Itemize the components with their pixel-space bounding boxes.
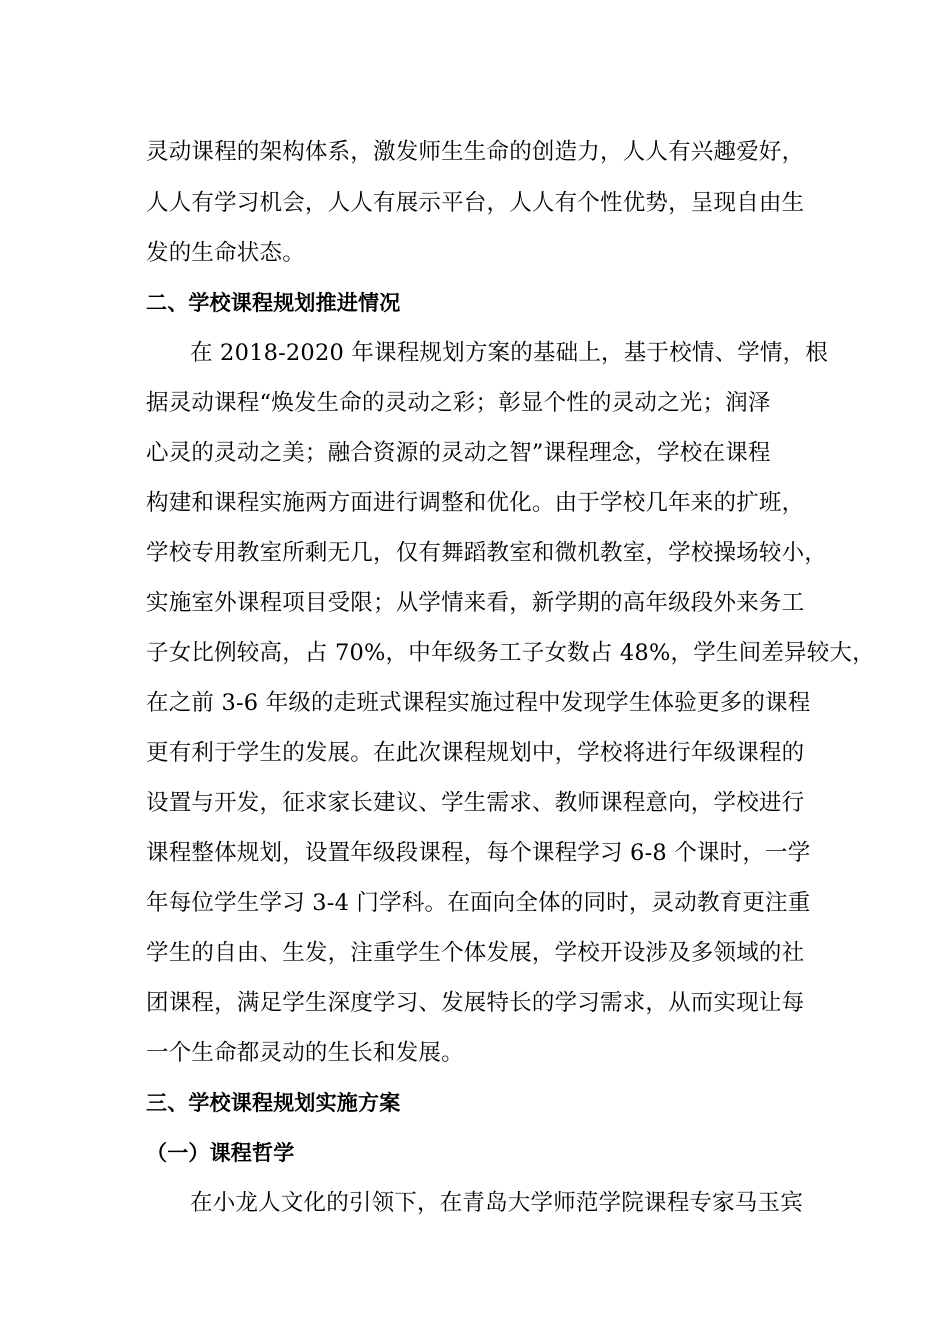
paragraph-line: 心灵的灵动之美；融合资源的灵动之智”课程理念，学校在课程	[146, 440, 771, 466]
paragraph-line: 灵动课程的架构体系，激发师生生命的创造力，人人有兴趣爱好，	[146, 139, 805, 165]
paragraph-line: 发的生命状态。	[146, 240, 305, 266]
paragraph-line: 年每位学生学习 3-4 门学科。在面向全体的同时，灵动教育更注重	[146, 890, 811, 916]
paragraph-line: 团课程，满足学生深度学习、发展特长的学习需求，从而实现让每	[146, 990, 805, 1016]
subsection-heading: （一）课程哲学	[146, 1141, 295, 1165]
paragraph-line: 设置与开发，征求家长建议、学生需求、教师课程意向，学校进行	[146, 790, 805, 816]
paragraph-line: 学生的自由、生发，注重学生个体发展，学校开设涉及多领域的社	[146, 940, 805, 966]
section-heading: 三、学校课程规划实施方案	[146, 1091, 401, 1115]
paragraph-line: 人人有学习机会，人人有展示平台，人人有个性优势，呈现自由生	[146, 190, 805, 216]
paragraph-line: 据灵动课程“焕发生命的灵动之彩；彰显个性的灵动之光；润泽	[146, 390, 771, 416]
paragraph-line: 学校专用教室所剩无几，仅有舞蹈教室和微机教室，学校操场较小，	[146, 540, 828, 566]
paragraph-line: 在 2018-2020 年课程规划方案的基础上，基于校情、学情，根	[190, 340, 829, 366]
paragraph-line: 一个生命都灵动的生长和发展。	[146, 1040, 464, 1066]
paragraph-line: 子女比例较高，占 70%，中年级务工子女数占 48%，学生间差异较大，	[146, 640, 875, 666]
section-heading: 二、学校课程规划推进情况	[146, 291, 401, 315]
paragraph-line: 在小龙人文化的引领下，在青岛大学师范学院课程专家马玉宾	[190, 1190, 803, 1216]
paragraph-line: 课程整体规划，设置年级段课程，每个课程学习 6-8 个课时，一学	[146, 840, 811, 866]
paragraph-line: 在之前 3-6 年级的走班式课程实施过程中发现学生体验更多的课程	[146, 690, 811, 716]
paragraph-line: 实施室外课程项目受限；从学情来看，新学期的高年级段外来务工	[146, 590, 805, 616]
paragraph-line: 构建和课程实施两方面进行调整和优化。由于学校几年来的扩班，	[146, 490, 805, 516]
paragraph-line: 更有利于学生的发展。在此次课程规划中，学校将进行年级课程的	[146, 740, 805, 766]
